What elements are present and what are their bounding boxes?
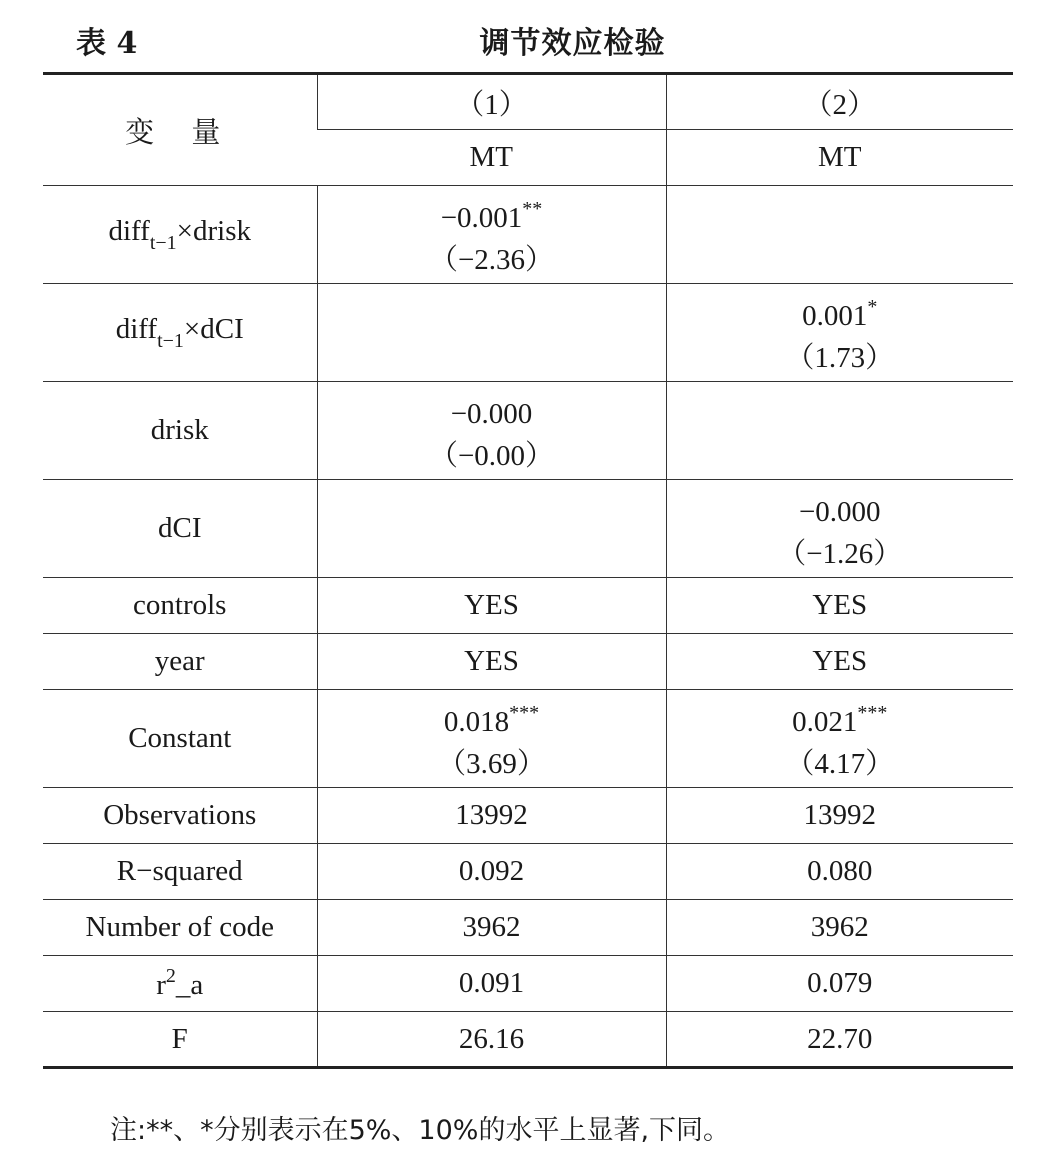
- row-label: dCI: [43, 480, 317, 578]
- row-label: F: [43, 1012, 317, 1068]
- depvar-column-1: MT: [317, 130, 666, 186]
- row-label: Observations: [43, 788, 317, 844]
- table-row: [43, 186, 1013, 284]
- header-column-2: （2）: [666, 74, 1013, 130]
- depvar-column-2: MT: [666, 130, 1013, 186]
- cell-col1: [317, 480, 666, 578]
- cell-col1: YES: [317, 578, 666, 634]
- cell-col2: 3962: [666, 900, 1013, 956]
- cell-col1: 26.16: [317, 1012, 666, 1068]
- cell-col1: −0.000 （−0.00）: [317, 382, 666, 480]
- header-variable: 变 量: [43, 74, 317, 186]
- header-row-columns: [43, 74, 1013, 130]
- row-label: Constant: [43, 690, 317, 788]
- cell-col2: 22.70: [666, 1012, 1013, 1068]
- row-label: R−squared: [43, 844, 317, 900]
- cell-col1: 13992: [317, 788, 666, 844]
- cell-col2: 0.021*** （4.17）: [666, 690, 1013, 788]
- cell-col1: 0.091: [317, 956, 666, 1012]
- cell-col2: 0.079: [666, 956, 1013, 1012]
- cell-col2: −0.000 （−1.26）: [666, 480, 1013, 578]
- table-row: [43, 578, 1013, 634]
- cell-col2: YES: [666, 578, 1013, 634]
- table-title: 调节效应检验: [479, 26, 666, 61]
- table-row: [43, 480, 1013, 578]
- table-row: [43, 284, 1013, 382]
- row-label: year: [43, 634, 317, 690]
- row-label: $r^2\_a$: [43, 956, 317, 1012]
- table-row: [43, 788, 1013, 844]
- cell-col2: [666, 382, 1013, 480]
- table-row: [43, 690, 1013, 788]
- table-row: [43, 1012, 1013, 1068]
- cell-col2: YES: [666, 634, 1013, 690]
- cell-col1: 0.092: [317, 844, 666, 900]
- cell-col1: 3962: [317, 900, 666, 956]
- row-label: diff$_{t-1}$×drisk: [43, 186, 317, 284]
- table-row: [43, 634, 1013, 690]
- cell-col1: 0.018*** （3.69）: [317, 690, 666, 788]
- row-label: controls: [43, 578, 317, 634]
- row-label: Number of code: [43, 900, 317, 956]
- cell-col2: [666, 186, 1013, 284]
- regression-table: [43, 72, 1013, 1069]
- cell-col1: [317, 284, 666, 382]
- header-column-1: （1）: [317, 74, 666, 130]
- table-row: [43, 382, 1013, 480]
- cell-col1: YES: [317, 634, 666, 690]
- cell-col1: −0.001** （−2.36）: [317, 186, 666, 284]
- cell-col2: 13992: [666, 788, 1013, 844]
- table-row: [43, 956, 1013, 1012]
- row-label: drisk: [43, 382, 317, 480]
- row-label: diff$_{t-1}$×dCI: [43, 284, 317, 382]
- table-label: 表 4: [76, 26, 138, 61]
- cell-col2: 0.001* （1.73）: [666, 284, 1013, 382]
- table-note: 注:**、*分别表示在5%、10%的水平上显著,下同。: [110, 1115, 731, 1146]
- cell-col2: 0.080: [666, 844, 1013, 900]
- table-row: [43, 844, 1013, 900]
- table-row: [43, 900, 1013, 956]
